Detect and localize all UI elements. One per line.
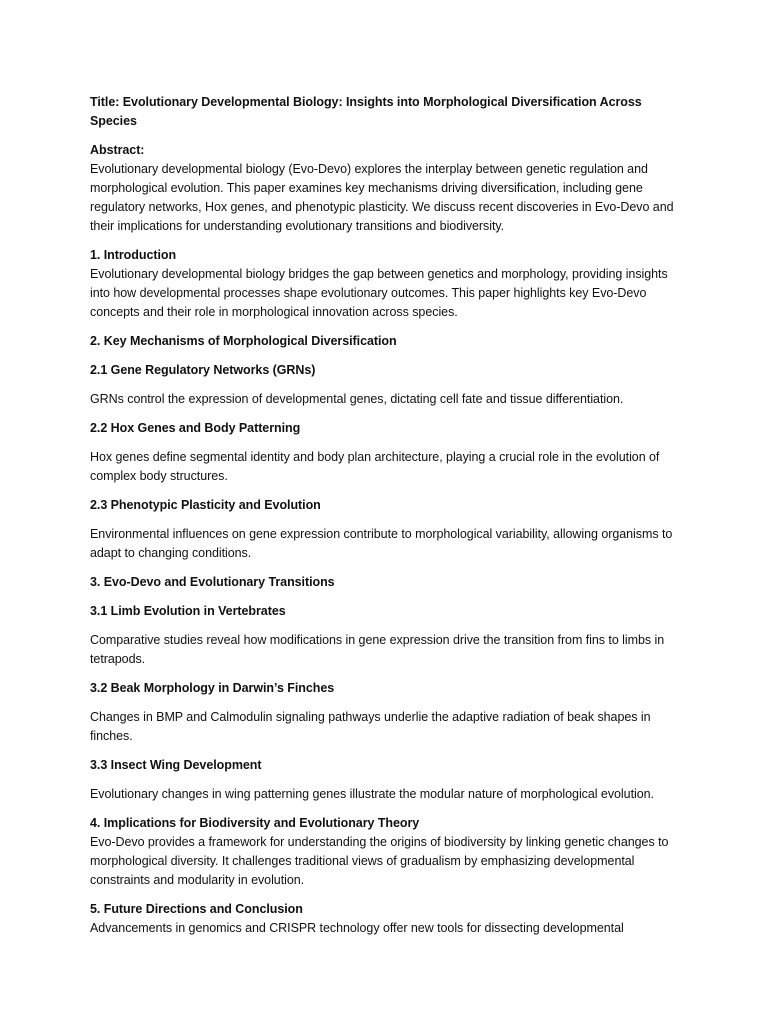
abstract-heading: Abstract: xyxy=(90,143,145,157)
section-2-2-heading: 2.2 Hox Genes and Body Patterning xyxy=(90,421,301,435)
section-2-1-heading: 2.1 Gene Regulatory Networks (GRNs) xyxy=(90,363,316,377)
section-3-1-text: Comparative studies reveal how modifications in gene expression drive the transition from fins to limbs in tetrapods. xyxy=(90,633,665,666)
introduction-heading: 1. Introduction xyxy=(90,248,177,262)
paper-title: Title: Evolutionary Developmental Biology: Insights into Morphological Diversification Across Species xyxy=(90,95,642,128)
section-3-2-heading: 3.2 Beak Morphology in Darwin’s Finches xyxy=(90,681,335,695)
section-3-2-text: Changes in BMP and Calmodulin signaling pathways underlie the adaptive radiation of beak shapes in finches. xyxy=(90,710,651,743)
section-3-1-heading: 3.1 Limb Evolution in Vertebrates xyxy=(90,604,286,618)
section-2-3-heading: 2.3 Phenotypic Plasticity and Evolution xyxy=(90,498,321,512)
section-4-text: Evo-Devo provides a framework for understanding the origins of biodiversity by linking genetic changes to morphological diversity. It challenges traditional views of gradualism by emphasizing developmental constraints and modularity in evolution. xyxy=(90,835,669,887)
section-2-2-text: Hox genes define segmental identity and body plan architecture, playing a crucial role in the evolution of complex body structures. xyxy=(90,450,660,483)
introduction-text: Evolutionary developmental biology bridges the gap between genetics and morphology, providing insights into how developmental processes shape evolutionary outcomes. This paper highlights key Evo-Devo concepts and their role in morphological innovation across species. xyxy=(90,267,668,319)
section-2-1-text: GRNs control the expression of developmental genes, dictating cell fate and tissue differentiation. xyxy=(90,392,624,406)
section-5-text: Advancements in genomics and CRISPR technology offer new tools for dissecting developmental xyxy=(90,921,624,935)
section-3-3-text: Evolutionary changes in wing patterning genes illustrate the modular nature of morphological evolution. xyxy=(90,787,654,801)
section-4-heading: 4. Implications for Biodiversity and Evolutionary Theory xyxy=(90,816,420,830)
section-2-heading: 2. Key Mechanisms of Morphological Diversification xyxy=(90,334,397,348)
abstract-text: Evolutionary developmental biology (Evo-Devo) explores the interplay between genetic regulation and morphological evolution. This paper examines key mechanisms driving diversification, including gene regulatory networks, Hox genes, and phenotypic plasticity. We discuss recent discoveries in Evo-Devo and their implications for understanding evolutionary transitions and biodiversity. xyxy=(90,162,674,233)
document-body xyxy=(90,93,690,938)
section-2-3-text: Environmental influences on gene expression contribute to morphological variability, allowing organisms to adapt to changing conditions. xyxy=(90,527,673,560)
section-3-heading: 3. Evo-Devo and Evolutionary Transitions xyxy=(90,575,335,589)
section-3-3-heading: 3.3 Insect Wing Development xyxy=(90,758,262,772)
section-5-heading: 5. Future Directions and Conclusion xyxy=(90,902,303,916)
